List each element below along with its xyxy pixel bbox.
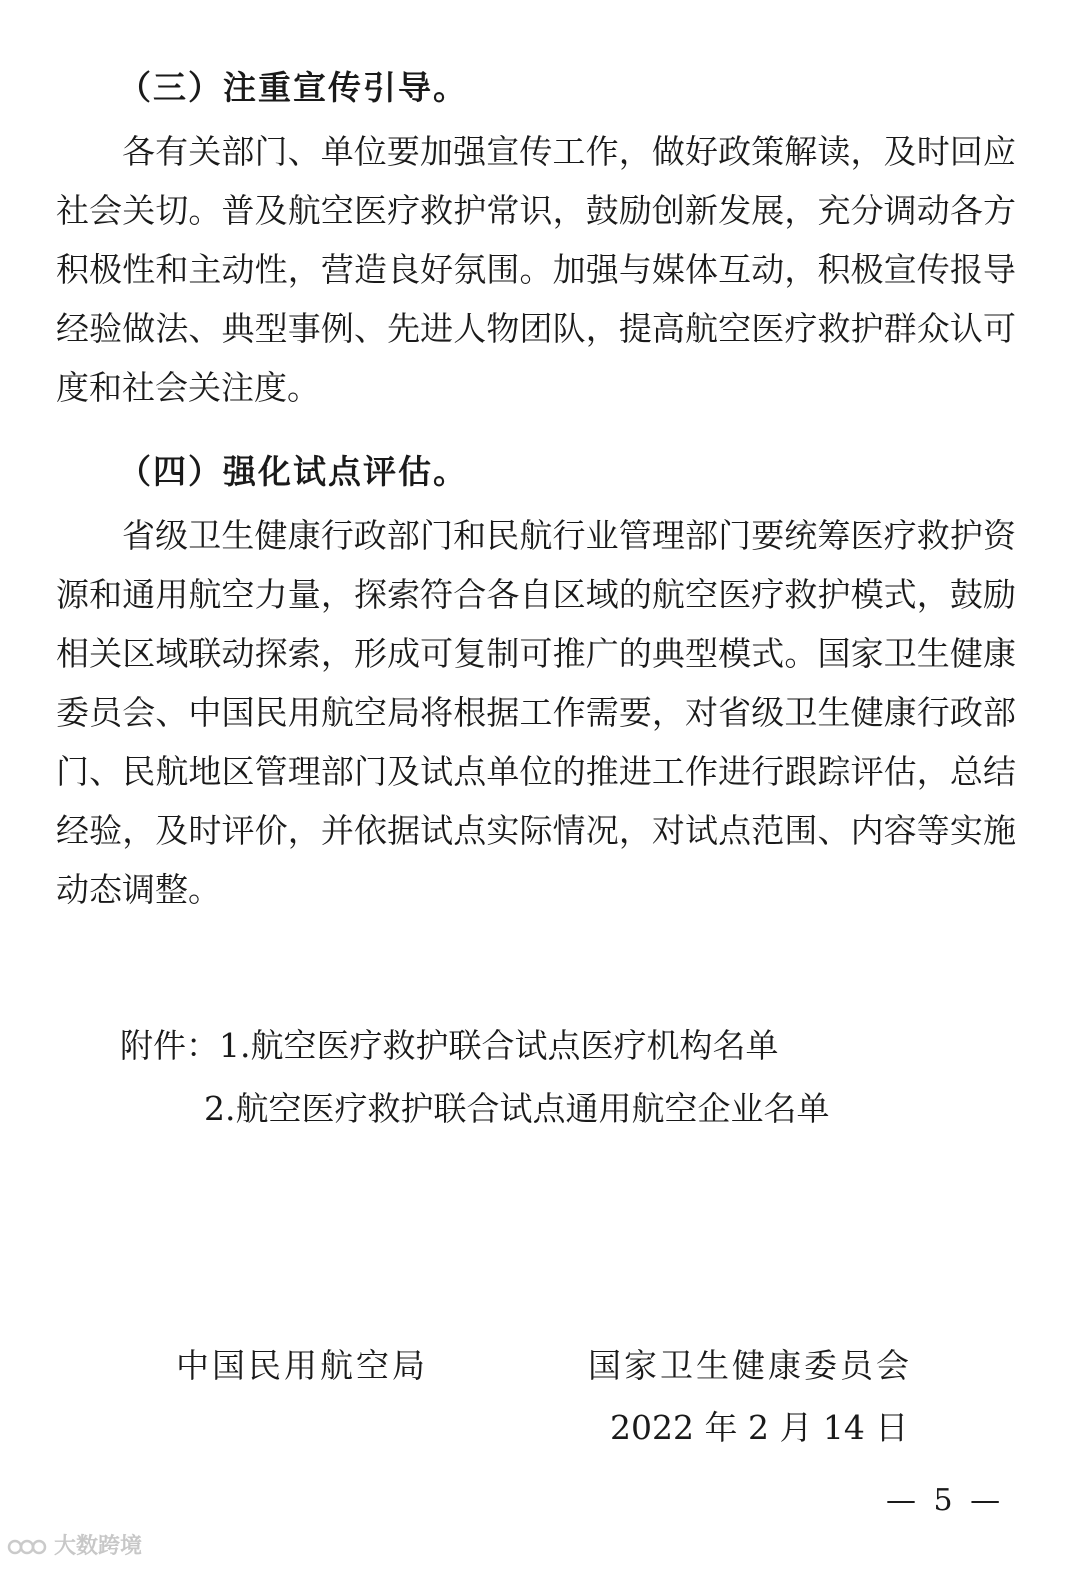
watermark-text: 大数跨境: [54, 1534, 143, 1559]
signature-date: 2022 年 2 月 14 日: [610, 1408, 909, 1447]
section-3-paragraph: 各有关部门、单位要加强宣传工作，做好政策解读，及时回应社会关切。普及航空医疗救护常识，鼓励创新发展，充分调动各方积极性和主动性，营造良好氛围。加强与媒体互动，积极宣传报导经验做法、典型事例、先进人物团队，提高航空医疗救护群众认可度和社会关注度。: [56, 132, 1016, 407]
attachment-item-2: 2.航空医疗救护联合试点通用航空企业名单: [204, 1089, 830, 1128]
attachments-block: [120, 1026, 779, 1066]
watermark-logo-icon: [6, 1534, 48, 1560]
attachments-label: 附件：: [120, 1026, 219, 1065]
section-3-heading: （三）注重宣传引导。: [118, 68, 468, 107]
section-4-paragraph: 省级卫生健康行政部门和民航行业管理部门要统筹医疗救护资源和通用航空力量，探索符合各自区域的航空医疗救护模式，鼓励相关区域联动探索，形成可复制可推广的典型模式。国家卫生健康委员会、中国民用航空局将根据工作需要，对省级卫生健康行政部门、民航地区管理部门及试点单位的推进工作进行跟踪评估，总结经验，及时评价，并依据试点实际情况，对试点范围、内容等实施动态调整。: [56, 516, 1016, 909]
section-4-heading: （四）强化试点评估。: [118, 452, 468, 491]
page-number: — 5 —: [886, 1483, 1005, 1518]
signature-caac: 中国民用航空局: [176, 1346, 428, 1385]
watermark: [6, 1532, 142, 1562]
attachment-item-1: 1.航空医疗救护联合试点医疗机构名单: [219, 1026, 779, 1065]
signature-nhc: 国家卫生健康委员会: [588, 1346, 912, 1385]
